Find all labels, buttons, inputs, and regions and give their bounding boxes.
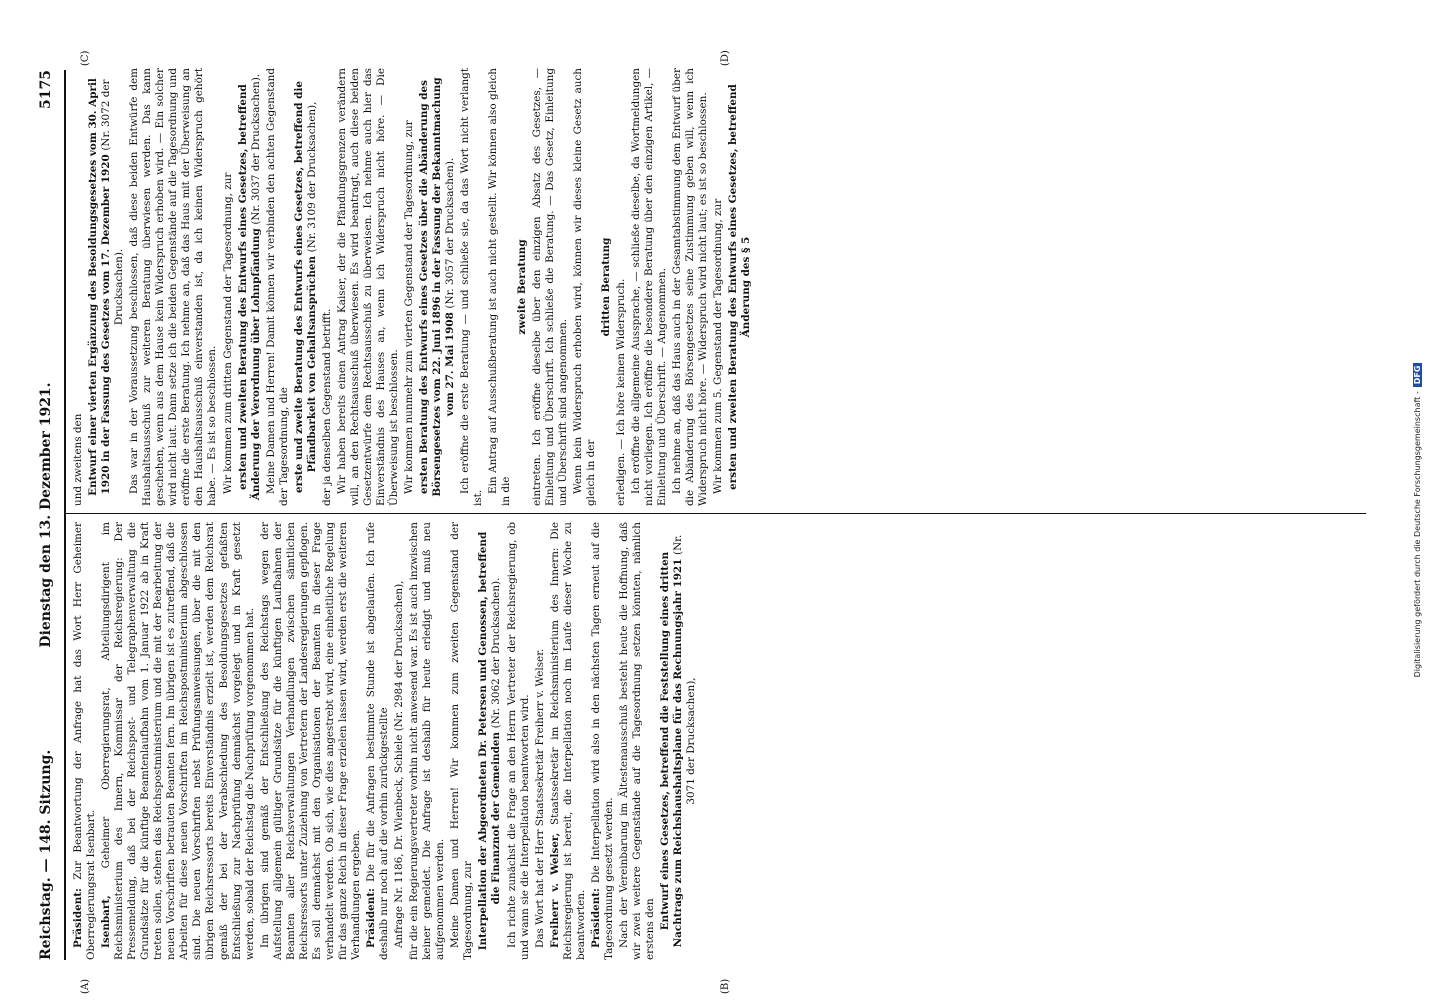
speaker-name: Präsident: <box>365 888 378 948</box>
paragraph-text: Die für die Anfragen bestimmte Stunde ist abgelaufen. Ich rufe deshalb nur noch auf die vorhin zurückgestellte <box>365 522 391 960</box>
paragraph <box>590 522 616 960</box>
paragraph <box>72 522 98 960</box>
digitization-footer <box>1413 40 1422 1000</box>
paragraph: Ich eröffne die allgemeine Aussprache, — schließe dieselbe, da Wortmeldungen nicht vorliegen. Ich eröffne die besondere Beratung über den einzigen Artikel, — Einleitung und Überschrift. — Angenommen. <box>629 68 668 506</box>
paragraph: Wenn kein Widerspruch erhoben wird, können wir dieses kleine Gesetz auch gleich in der <box>571 68 597 506</box>
agenda-heading: ersten und zweiten Beratung des Entwurfs eines Gesetzes, betreffend Änderung des § 5 <box>727 84 753 490</box>
paragraph <box>549 522 588 960</box>
margin-marker-b: (B) <box>720 978 731 994</box>
paragraph: Ich nehme an, daß das Haus auch in der Gesamtabstimmung dem Entwurf über die Abänderung des Börsengesetzes seine Zustimmung geben will, wenn ich Widerspruch nicht höre. — Widerspruch wird nicht laut; es ist so beschlossen. <box>671 68 710 506</box>
paragraph: Meine Damen und Herren! Wir kommen zum zweiten Gegenstand der Tagesordnung, zur <box>449 522 475 960</box>
paragraph: für die ein Regierungsvertreter vorhin nicht anwesend war. Es ist auch inzwischen keiner gemeldet. Die Anfrage ist deshalb für heute erledigt und muß neu aufgenommen werden. <box>408 522 447 960</box>
paragraph: Im übrigen sind gemäß der Entschließung des Reichstags wegen der Aufstellung allgemein gültiger Grundsätze für die künftigen Laufbahnen der Beamten aller Reichsverwaltungen Verhandlungen zwischen sämtlichen Reichsressorts unter Zuziehung von Vertretern der Landesregierungen gepflogen. Es soll demnächst mit den Organisationen der Beamten in dieser Frage verhandelt werden. Ob sich, wie dies angestrebt wird, eine einheitliche Regelung für das ganze Reich in dieser Frage erzielen lassen wird, werden erst die weiteren Verhandlungen ergeben. <box>258 522 362 960</box>
doc-reference: (Nr. 3109 der Drucksachen), <box>305 101 318 253</box>
speaker-name: Präsident: <box>72 888 84 948</box>
agenda-heading <box>293 68 319 506</box>
paragraph: Wir kommen nunmehr zum vierten Gegenstand der Tagesordnung, zur <box>403 120 416 494</box>
page-number: 5175 <box>38 70 54 109</box>
speaker-name: Präsident: <box>589 888 602 948</box>
paragraph: Wir kommen zum dritten Gegenstand der Tagesordnung, zur <box>221 172 234 494</box>
header-left: Reichstag. — 148. Sitzung. <box>38 749 54 960</box>
agenda-heading <box>477 522 503 960</box>
column-divider <box>66 513 1366 514</box>
paragraph <box>365 522 391 960</box>
page-header <box>32 70 62 960</box>
paragraph: Wir kommen zum 5. Gegenstand der Tagesordnung, zur <box>712 198 725 494</box>
paragraph: Nach der Vereinbarung im Ältestenausschuß besteht heute die Hoffnung, daß wir zwei weitere Gegenstände auf die Tagesordnung setzen könnten, nämlich erstens den <box>617 522 656 960</box>
paragraph: Wir haben bereits einen Antrag Kaiser, der die Pfändungsgrenzen verändern will, an den Rechtsausschuß überwiesen. Es wird beantragt, auch diese beiden Gesetzentwürfe dem Rechtsausschuß zu überweisen. Ich nehme auch hier das Einverständnis des Hauses an, wenn ich Widerspruch nicht höre. — Die Überweisung ist beschlossen. <box>335 68 401 506</box>
doc-reference: (Nr. 3072 der Drucksachen). <box>100 79 126 326</box>
heading-text: ersten Beratung des Entwurfs eines Gesetzes über die Abänderung des Börsengesetzes vom 22. Juni 1896 in der Fassung der Bekanntmachung vom 27. Mai 1908 <box>418 77 457 497</box>
paragraph: Ein Antrag auf Ausschußberatung ist auch nicht gestellt. Wir können also gleich in die <box>487 68 513 506</box>
margin-marker-a: (A) <box>80 978 91 994</box>
heading-text: ersten und zweiten Beratung des Entwurfs eines Gesetzes, betreffend Änderung der Verordnung über Lohnpfändung <box>236 84 262 501</box>
doc-reference: (Nr. 3071 der Drucksachen), <box>672 534 698 805</box>
margin-marker-d: (D) <box>720 50 731 66</box>
paragraph: erledigen. — Ich höre keinen Widerspruch. <box>614 278 627 506</box>
speaker-name: Freiherr v. Welser, <box>548 832 561 948</box>
paragraph: Meine Damen und Herren! Damit können wir verbinden den achten Gegenstand der Tagesordnung, die <box>264 68 290 506</box>
paragraph: eintreten. Ich eröffne dieselbe über den einzigen Absatz des Gesetzes, — Einleitung und Überschrift. Ich schließe die Beratung. — Das Gesetz, Einleitung und Überschrift sind angenommen. <box>530 68 569 506</box>
heading-text: Entwurf einer vierten Ergänzung des Besoldungsgesetzes vom 30. April 1920 in der Fassung des Gesetzes vom 17. Dezember 1920 <box>87 78 113 496</box>
agenda-heading: zweite Beratung <box>515 239 528 335</box>
doc-reference: (Nr. 3062 der Drucksachen). <box>490 577 503 729</box>
paragraph: Ich eröffne die erste Beratung — und schließe sie, da das Wort nicht verlangt ist. <box>459 68 485 506</box>
rotated-page <box>0 40 1434 1000</box>
margin-marker-c: (C) <box>80 50 91 66</box>
header-rule <box>64 70 66 960</box>
paragraph: Ich richte zunächst die Frage an den Herrn Vertreter der Reichsregierung, ob und wann sie die Interpellation beantworten wird. <box>505 522 531 960</box>
paragraph-text: Geheimer Oberregierungsrat, Abteilungsdirigent im Reichsministerium des Innern, Kommissar der Reichsregierung: Der Pressemeldung, daß bei der Reichspost- und Telegraphenverwaltung die Grundsätze für die künftige Beamtenlaufbahn vom 1. Januar 1922 ab in Kraft treten sollen, stehen das Reichspostministerium und die mit der Bearbeitung der neuen Vorschriften betrauten Beamten fern. Im übrigen ist es zutreffend, daß die Arbeiten für diese neuen Vorschriften im Reichspostministerium abgeschlossen sind. Die neuen Vorschriften nebst Prüfungsanweisungen, über die mit den übrigen Reichsressorts bereits Einverständnis erzielt ist, werden dem Reichsrat gemäß der bei der Verabschiedung des Besoldungsgesetzes gefaßten Entschließung zur Nachprüfung demnächst vorgelegt und in Kraft gesetzt werden, sobald der Reichstag die Nachprüfung vorgenommen hat. <box>100 522 256 960</box>
footer-text: Digitalisierung gefördert durch die Deutsche Forschungsgemeinschaft - <box>1413 391 1422 678</box>
header-center: Dienstag den 13. Dezember 1921. <box>38 382 54 648</box>
doc-reference: (Nr. 3057 der Drucksachen). <box>444 157 457 309</box>
paragraph-text: Staatssekretär im Reichsministerium des Innern: Die Reichsregierung ist bereit, die Interpellation noch im Laufe dieser Woche zu beantworten. <box>548 522 587 960</box>
dfg-logo: DFG <box>1413 363 1422 388</box>
doc-reference: (Nr. 3037 der Drucksachen). <box>249 73 262 225</box>
agenda-heading: dritten Beratung <box>599 237 612 337</box>
paragraph: Anfrage Nr. 1186, Dr. Wienbeck, Schiele (Nr. 2984 der Drucksachen), <box>393 580 406 948</box>
paragraph: Das Wort hat der Herr Staatssekretär Freiherr v. Welser. <box>533 648 546 948</box>
agenda-heading <box>418 68 457 506</box>
heading-text: Interpellation der Abgeordneten Dr. Petersen und Genossen, betreffend die Finanznot der Gemeinden <box>477 531 503 951</box>
right-column <box>72 68 755 506</box>
heading-text: erste und zweite Beratung des Entwurfs eines Gesetzes, betreffend die Pfändbarkeit von Gehaltsansprüchen <box>292 81 318 493</box>
paragraph: und zweitens den <box>72 413 84 506</box>
left-column <box>72 522 700 960</box>
paragraph-text: Die Interpellation wird also in den nächsten Tagen erneut auf die Tagesordnung gesetzt werden. <box>589 522 615 960</box>
agenda-heading <box>659 522 698 960</box>
agenda-heading <box>237 68 263 506</box>
heading-text: Entwurf eines Gesetzes, betreffend die Feststellung eines dritten Nachtrags zum Reichshaushaltsplane für das Rechnungsjahr 1921 <box>659 551 685 948</box>
speaker-name: Isenbart, <box>100 895 113 948</box>
paragraph: der ja denselben Gegenstand betrifft. <box>320 308 333 506</box>
paragraph <box>100 522 257 960</box>
paragraph-text: Zur Beantwortung der Anfrage hat das Wort Herr Geheimer Oberregierungsrat Isenbart. <box>72 522 98 960</box>
agenda-heading <box>87 68 126 506</box>
paragraph: Das war in der Voraussetzung beschlossen, daß diese beiden Entwürfe dem Haushaltsausschuß zur weiteren Beratung überwiesen werden. Das kann geschehen, wenn aus dem Hause kein Widerspruch erhoben wird. — Ein solcher wird nicht laut. Dann setze ich die beiden Gegenstände auf die Tagesordnung und eröffne die erste Beratung. Ich nehme an, daß das Haus mit der Überweisung an den Haushaltsausschuß einverstanden ist, da ich keinen Widerspruch gehört habe. — Es ist so beschlossen. <box>128 68 219 506</box>
